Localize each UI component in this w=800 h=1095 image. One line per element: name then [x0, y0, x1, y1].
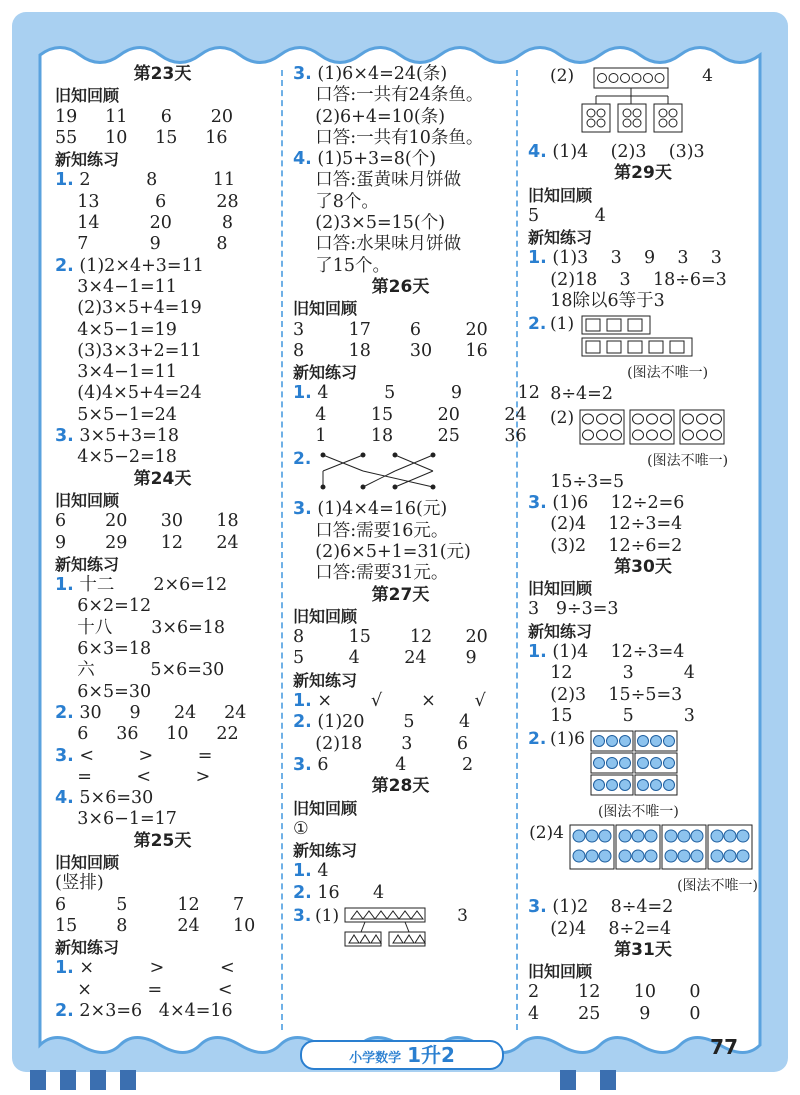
- question-number: 3.: [293, 754, 312, 775]
- answer-line: 6 36 10 22: [55, 724, 239, 745]
- figure-box: [578, 314, 708, 382]
- answer-line: 9 29 12 24: [55, 532, 239, 553]
- figure-label: (1): [550, 314, 575, 335]
- matching-lines-figure: [315, 449, 465, 493]
- figure-answer: [293, 449, 508, 497]
- answer-line: 6×3=18: [55, 639, 152, 660]
- figure-answer: [528, 729, 758, 821]
- answer-line: 14 20 8: [55, 213, 234, 234]
- day-title: 第28天: [371, 776, 430, 797]
- question-number: 2.: [528, 729, 547, 750]
- answer-column-3: [528, 64, 758, 1025]
- answer-item: [293, 64, 508, 85]
- answer-line: (竖排): [55, 873, 104, 894]
- section-heading: 旧知回顾: [293, 299, 358, 319]
- answer-line: 1 18 25 36: [293, 426, 527, 447]
- answer-item: [293, 149, 508, 170]
- question-number: 1.: [528, 642, 547, 663]
- answer-line: 15 8 24 10: [55, 915, 256, 936]
- question-number: 4.: [293, 149, 312, 170]
- answer-text: (1)6 12÷2=6: [546, 492, 685, 513]
- apple-grid-figure: [589, 729, 679, 799]
- answer-line: 18除以6等于3: [528, 291, 665, 312]
- answer-item: [528, 493, 758, 514]
- answer-line: 6 5 12 7: [55, 894, 245, 915]
- section-heading: 新知练习: [293, 363, 358, 383]
- figure-value: 4: [702, 66, 713, 86]
- answer-line: 3×4−1=11: [55, 362, 177, 383]
- answer-line: 4 15 20 24: [293, 404, 527, 425]
- answer-text: (1)3 3 9 3 3: [546, 248, 722, 269]
- answer-line: 3 17 6 20: [293, 319, 488, 340]
- section-heading: 新知练习: [528, 621, 593, 641]
- day-title: 第25天: [133, 830, 192, 851]
- answer-line: 15÷3=5: [528, 471, 625, 492]
- question-number: 3.: [293, 499, 312, 520]
- question-number: 1.: [293, 383, 312, 404]
- answer-item: [293, 383, 540, 404]
- answer-line: 口答:水果味月饼做: [293, 234, 462, 255]
- question-number: 1.: [293, 691, 312, 712]
- answer-line: 4 25 9 0: [528, 1003, 701, 1024]
- answer-line: 15 5 3: [528, 705, 695, 726]
- page-number: 77: [710, 1035, 738, 1059]
- answer-line: (3)2 12÷6=2: [528, 535, 683, 556]
- answer-text: < > =: [73, 745, 213, 766]
- answer-text: 2×3=6 4×4=16: [73, 1001, 233, 1022]
- answer-line: (2)6+4=10(条): [293, 106, 446, 127]
- figure-label: (2): [550, 407, 575, 428]
- answer-line: (2)4 12÷3=4: [528, 514, 683, 535]
- question-number: 2.: [55, 702, 74, 723]
- section-heading: 旧知回顾: [55, 86, 120, 106]
- figure-value: 3: [457, 905, 468, 926]
- day-title: 第30天: [614, 556, 672, 577]
- answer-line: 6×2=12: [55, 596, 152, 617]
- answer-line: 了15个。: [293, 255, 391, 276]
- answer-text: (1)5+3=8(个): [311, 149, 437, 170]
- question-number: 1.: [55, 958, 74, 979]
- answer-line: ①: [293, 818, 309, 839]
- answer-line: (2)3×5+4=19: [55, 298, 202, 319]
- footer-subject: 小学数学: [349, 1051, 402, 1066]
- section-heading: 新知练习: [55, 554, 120, 574]
- answer-line: 4×5−2=18: [55, 447, 177, 468]
- answer-line: (2)3 15÷5=3: [528, 684, 683, 705]
- answer-line: = < >: [55, 766, 211, 787]
- answer-line: 5 4: [528, 205, 606, 226]
- question-number: 1.: [528, 248, 547, 269]
- footer-badge: [300, 1040, 504, 1070]
- answer-line: 8÷4=2: [528, 384, 613, 405]
- section-heading: 旧知回顾: [528, 962, 593, 982]
- answer-line: 5×5−1=24: [55, 404, 177, 425]
- question-number: 2.: [528, 314, 547, 335]
- answer-line: × = <: [55, 979, 233, 1000]
- answer-line: 7 9 8: [55, 234, 228, 255]
- question-number: 3.: [55, 426, 74, 447]
- section-heading: 新知练习: [293, 670, 358, 690]
- answer-text: 4 5 9 12: [311, 383, 540, 404]
- figure-label: (1)6: [550, 729, 585, 750]
- answer-item: [293, 712, 508, 733]
- question-number: 1.: [55, 170, 74, 191]
- figure-note: (图法不唯一): [647, 452, 729, 469]
- section-heading: 新知练习: [55, 150, 120, 170]
- answer-item: [55, 746, 270, 767]
- answer-column-1: [55, 64, 270, 1022]
- figure-box: [343, 906, 443, 952]
- answer-item: [55, 256, 270, 277]
- figure-box: [589, 729, 679, 821]
- answer-text: 6 4 2: [311, 754, 474, 775]
- figure-answer: [293, 906, 508, 952]
- footer-series: 1升2: [407, 1043, 455, 1067]
- column-divider: [516, 70, 518, 1030]
- answer-line: (2)3×5=15(个): [293, 213, 446, 234]
- answer-line: 3 9÷3=3: [528, 599, 619, 620]
- section-heading: 旧知回顾: [528, 579, 593, 599]
- figure-box: [578, 66, 688, 140]
- figure-box: [578, 408, 728, 470]
- answer-line: (2)18 3 18÷6=3: [528, 269, 727, 290]
- question-number: 2.: [293, 449, 312, 470]
- figure-answer: [528, 314, 758, 382]
- question-number: 3.: [528, 897, 547, 918]
- oval-grouping-figure: [578, 408, 728, 448]
- circle-grouping-figure: [578, 66, 688, 136]
- answer-line: (2)18 3 6: [293, 733, 469, 754]
- figure-answer: [528, 66, 758, 140]
- answer-text: 5×6=30: [73, 788, 154, 809]
- answer-line: 19 11 6 20: [55, 106, 234, 127]
- section-heading: 新知练习: [55, 938, 120, 958]
- answer-text: (1)4 12÷3=4: [546, 642, 685, 663]
- day-title: 第31天: [614, 939, 672, 960]
- answer-line: 13 6 28: [55, 191, 239, 212]
- answer-line: 2 12 10 0: [528, 982, 701, 1003]
- section-heading: 新知练习: [528, 228, 593, 248]
- answer-text: 30 9 24 24: [73, 702, 247, 723]
- question-number: 2.: [293, 712, 312, 733]
- answer-line: 六 5×6=30: [55, 660, 225, 681]
- figure-box: [568, 823, 758, 895]
- figure-box: [315, 449, 465, 497]
- answer-line: 12 3 4: [528, 663, 695, 684]
- answer-line: 8 15 12 20: [293, 627, 488, 648]
- section-heading: 旧知回顾: [293, 606, 358, 626]
- question-number: 2.: [293, 882, 312, 903]
- answer-item: [55, 703, 270, 724]
- answer-text: 十二 2×6=12: [73, 575, 228, 596]
- answer-item: [55, 958, 270, 979]
- section-heading: 旧知回顾: [55, 852, 120, 872]
- answer-text: (1)4×4=16(元): [311, 499, 448, 520]
- figure-label: (2): [550, 66, 575, 86]
- answer-text: × √ × √: [311, 691, 486, 712]
- question-number: 4.: [55, 788, 74, 809]
- question-number: 4.: [528, 142, 547, 162]
- figure-answer: [528, 823, 758, 895]
- answer-item: [293, 499, 508, 520]
- answer-text: 4: [311, 861, 329, 882]
- answer-text: (1)20 5 4: [311, 712, 471, 733]
- figure-note: (图法不唯一): [597, 804, 679, 821]
- answer-text: (1)4 (2)3 (3)3: [546, 142, 705, 162]
- figure-answer: [528, 408, 758, 470]
- day-title: 第29天: [614, 163, 672, 184]
- answer-line: 口答:一共有10条鱼。: [293, 127, 484, 148]
- question-number: 1.: [55, 575, 74, 596]
- answer-line: (4)4×5+4=24: [55, 383, 202, 404]
- answer-line: 了8个。: [293, 191, 379, 212]
- answer-line: 十八 3×6=18: [55, 617, 226, 638]
- answer-column-2: [293, 64, 540, 954]
- answer-item: [55, 170, 270, 191]
- answer-line: 6×5=30: [55, 681, 152, 702]
- triangle-grouping-figure: [343, 906, 443, 948]
- answer-line: 口答:需要31元。: [293, 563, 449, 584]
- section-heading: 旧知回顾: [55, 490, 120, 510]
- answer-item: [293, 755, 508, 776]
- section-heading: 旧知回顾: [293, 798, 358, 818]
- answer-text: 3×5+3=18: [73, 426, 180, 447]
- answer-line: 4×5−1=19: [55, 319, 177, 340]
- question-number: 3.: [293, 905, 312, 926]
- answer-line: 口答:一共有24条鱼。: [293, 85, 484, 106]
- column-divider: [281, 70, 283, 1030]
- answer-text: × > <: [73, 958, 235, 979]
- answer-line: 8 18 30 16: [293, 340, 488, 361]
- answer-line: 55 10 15 16: [55, 127, 228, 148]
- answer-line: 3×6−1=17: [55, 809, 177, 830]
- answer-text: (1)2×4+3=11: [73, 255, 204, 276]
- answer-item: [528, 248, 758, 269]
- square-grouping-figure: [578, 314, 708, 360]
- day-title: 第27天: [371, 584, 430, 605]
- answer-line: (2)6×5+1=31(元): [293, 541, 471, 562]
- answer-line: 口答:需要16元。: [293, 520, 449, 541]
- section-heading: 新知练习: [293, 841, 358, 861]
- question-number: 3.: [293, 64, 312, 84]
- answer-line: 口答:蛋黄味月饼做: [293, 170, 462, 191]
- figure-label: (1): [315, 905, 340, 926]
- answer-item: [528, 142, 758, 163]
- answer-line: 5 4 24 9: [293, 648, 477, 669]
- day-title: 第23天: [133, 64, 192, 84]
- question-number: 3.: [528, 492, 547, 513]
- answer-item: [293, 861, 508, 882]
- question-number: 1.: [293, 861, 312, 882]
- answer-text: (1)6×4=24(条): [311, 64, 448, 84]
- answer-item: [293, 691, 508, 712]
- answer-text: 2 8 11: [73, 170, 236, 191]
- answer-item: [55, 1001, 270, 1022]
- section-heading: 旧知回顾: [528, 185, 593, 205]
- answer-line: (3)3×3+2=11: [55, 340, 202, 361]
- figure-label: (2)4: [529, 823, 564, 844]
- answer-item: [293, 883, 508, 904]
- question-number: 3.: [55, 745, 74, 766]
- answer-item: [55, 426, 270, 447]
- answer-item: [55, 575, 270, 596]
- figure-note: (图法不唯一): [627, 365, 709, 382]
- answer-text: 16 4: [311, 882, 385, 903]
- answer-item: [55, 788, 270, 809]
- day-title: 第26天: [371, 276, 430, 297]
- answer-item: [528, 642, 758, 663]
- day-title: 第24天: [133, 468, 192, 489]
- question-number: 2.: [55, 1001, 74, 1022]
- answer-line: 3×4−1=11: [55, 276, 177, 297]
- figure-note: (图法不唯一): [677, 878, 758, 895]
- apple-grid-figure: [568, 823, 758, 873]
- answer-line: 6 20 30 18: [55, 511, 239, 532]
- question-number: 2.: [55, 255, 74, 276]
- answer-line: (2)4 8÷2=4: [528, 918, 672, 939]
- answer-text: (1)2 8÷4=2: [546, 897, 674, 918]
- answer-item: [528, 897, 758, 918]
